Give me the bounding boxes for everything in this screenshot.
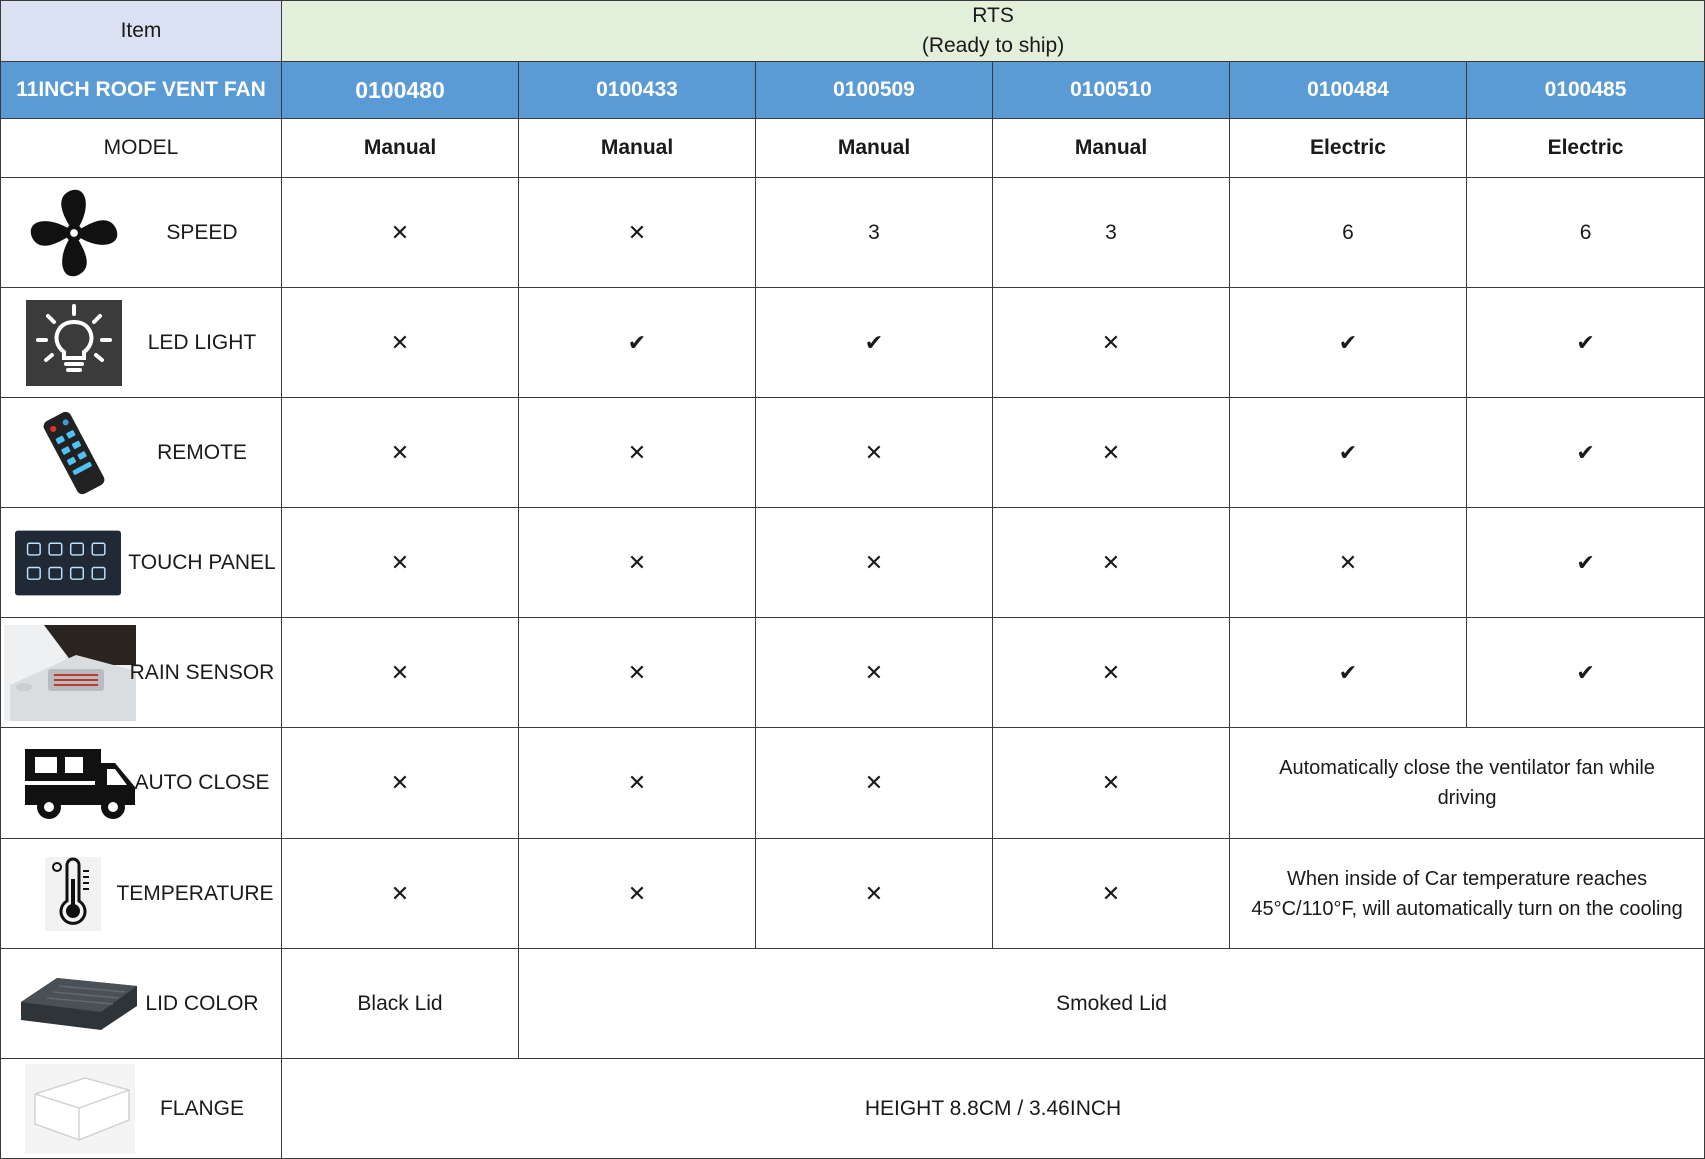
temperature-label: TEMPERATURE [116,881,274,905]
cross-mark-icon: ✕ [864,880,884,906]
cross-mark-icon: ✕ [1101,329,1121,355]
fan-icon [21,184,127,282]
flange-row [1,1059,1705,1159]
check-mark-icon: ✔ [864,329,884,355]
remote-cell [519,398,756,508]
touch-panel-cell [756,508,993,618]
temperature-cell [756,839,993,949]
temperature-feature-cell [1,839,282,949]
led-light-label: LED LIGHT [147,330,257,354]
cross-mark-icon: ✕ [627,770,647,795]
remote-cell [993,398,1230,508]
model-cell: Manual [282,119,519,178]
cross-mark-icon: ✕ [627,659,647,685]
code-row [1,62,1705,119]
remote-cell [756,398,993,508]
cross-mark-icon: ✕ [864,549,884,575]
led-light-cell [993,288,1230,398]
check-mark-icon: ✔ [1576,659,1595,685]
touch-panel-cell [993,508,1230,618]
check-mark-icon: ✔ [1576,549,1595,575]
temperature-note-line: When inside of Car temperature reaches [1286,867,1648,890]
item-header: Item [1,1,282,62]
cross-mark-icon: ✕ [1338,549,1358,575]
rain-sensor-cell [1230,618,1467,728]
check-mark-icon: ✔ [1338,659,1358,685]
remote-row [1,398,1705,508]
flange-feature-cell [1,1059,282,1159]
cross-mark-icon: ✕ [627,880,647,906]
touch-panel-label: TOUCH PANEL [128,550,276,574]
cross-mark-icon: ✕ [864,770,884,795]
speed-cell [282,178,519,288]
cross-mark-icon: ✕ [627,439,647,465]
auto-close-cell [282,728,519,839]
remote-feature-cell [1,398,282,508]
check-mark-icon: ✔ [1338,439,1358,465]
flange-label: FLANGE [159,1096,245,1120]
rain-sensor-cell [1467,618,1705,728]
lid-color-row [1,949,1705,1059]
auto-close-cell [993,728,1230,839]
auto-close-feature-cell [1,728,282,839]
temperature-note-line: 45°C/110°F, will automatically turn on the cooling [1251,897,1683,920]
remote-cell [1467,398,1705,508]
cross-mark-icon: ✕ [627,549,647,575]
product-label: 11INCH ROOF VENT FAN [1,62,282,119]
touch-panel-cell [1230,508,1467,618]
rain-sensor-icon [3,624,137,722]
code-cell: 0100480 [282,62,519,119]
touch-panel-cell [282,508,519,618]
rain-sensor-cell [993,618,1230,728]
led-light-feature-cell [1,288,282,398]
touch-panel-feature-cell [1,508,282,618]
header-row [1,1,1705,62]
rain-sensor-cell [519,618,756,728]
code-cell: 0100433 [519,62,756,119]
led-light-row [1,288,1705,398]
cross-mark-icon: ✕ [1101,549,1121,575]
speed-feature-cell [1,178,282,288]
cross-mark-icon: ✕ [390,329,410,355]
model-cell: Manual [756,119,993,178]
remote-label: REMOTE [157,440,247,464]
cross-mark-icon: ✕ [390,549,410,575]
cross-mark-icon: ✕ [627,219,647,245]
camper-van-icon [23,734,139,832]
touch-panel-icon [15,514,121,612]
temperature-row [1,839,1705,949]
cross-mark-icon: ✕ [1101,880,1121,906]
check-mark-icon: ✔ [1338,329,1358,355]
remote-cell [282,398,519,508]
rts-title: RTS [972,4,1014,27]
lid-color-label: LID COLOR [145,991,259,1015]
cross-mark-icon: ✕ [864,439,884,465]
code-cell: 0100510 [993,62,1230,119]
rain-sensor-cell [282,618,519,728]
thermometer-icon [41,845,105,943]
code-cell: 0100509 [756,62,993,119]
rts-header [282,1,1705,62]
light-bulb-icon [21,294,127,392]
speed-cell: 6 [1230,178,1467,288]
cross-mark-icon: ✕ [1101,770,1121,795]
touch-panel-row [1,508,1705,618]
touch-panel-cell [519,508,756,618]
check-mark-icon: ✔ [1576,439,1595,465]
auto-close-cell [519,728,756,839]
cross-mark-icon: ✕ [390,770,410,795]
check-mark-icon: ✔ [1576,329,1595,355]
led-light-cell [519,288,756,398]
model-cell: Manual [519,119,756,178]
model-cell: Manual [993,119,1230,178]
code-cell: 0100484 [1230,62,1467,119]
speed-row [1,178,1705,288]
led-light-cell [1230,288,1467,398]
speed-label: SPEED [166,220,238,244]
temperature-cell [282,839,519,949]
speed-cell: 3 [993,178,1230,288]
model-label: MODEL [1,119,282,178]
model-row [1,119,1705,178]
temperature-note [1230,839,1705,949]
check-mark-icon: ✔ [627,329,647,355]
auto-close-note: Automatically close the ventilator fan while driving [1230,728,1705,839]
lid-color-feature-cell [1,949,282,1059]
auto-close-row [1,728,1705,839]
auto-close-label: AUTO CLOSE [134,771,270,794]
cross-mark-icon: ✕ [390,880,410,906]
auto-close-cell [756,728,993,839]
temperature-cell [519,839,756,949]
lid-color-cell: Smoked Lid [519,949,1705,1059]
temperature-cell [993,839,1230,949]
remote-control-icon [21,404,127,502]
cross-mark-icon: ✕ [864,659,884,685]
speed-cell: 3 [756,178,993,288]
flange-cell: HEIGHT 8.8CM / 3.46INCH [282,1059,1705,1159]
code-cell: 0100485 [1467,62,1705,119]
rain-sensor-row [1,618,1705,728]
cross-mark-icon: ✕ [390,219,410,245]
speed-cell [519,178,756,288]
led-light-cell [756,288,993,398]
remote-cell [1230,398,1467,508]
rain-sensor-feature-cell [1,618,282,728]
lid-color-cell: Black Lid [282,949,519,1059]
cross-mark-icon: ✕ [390,439,410,465]
model-cell: Electric [1467,119,1705,178]
vent-lid-icon [17,955,141,1053]
led-light-cell [1467,288,1705,398]
led-light-cell [282,288,519,398]
rain-sensor-label: RAIN SENSOR [129,660,275,684]
touch-panel-cell [1467,508,1705,618]
cross-mark-icon: ✕ [1101,659,1121,685]
rts-subtitle: (Ready to ship) [921,34,1065,57]
flange-icon [23,1060,137,1158]
cross-mark-icon: ✕ [1101,439,1121,465]
model-cell: Electric [1230,119,1467,178]
rain-sensor-cell [756,618,993,728]
speed-cell: 6 [1467,178,1705,288]
cross-mark-icon: ✕ [390,659,410,685]
